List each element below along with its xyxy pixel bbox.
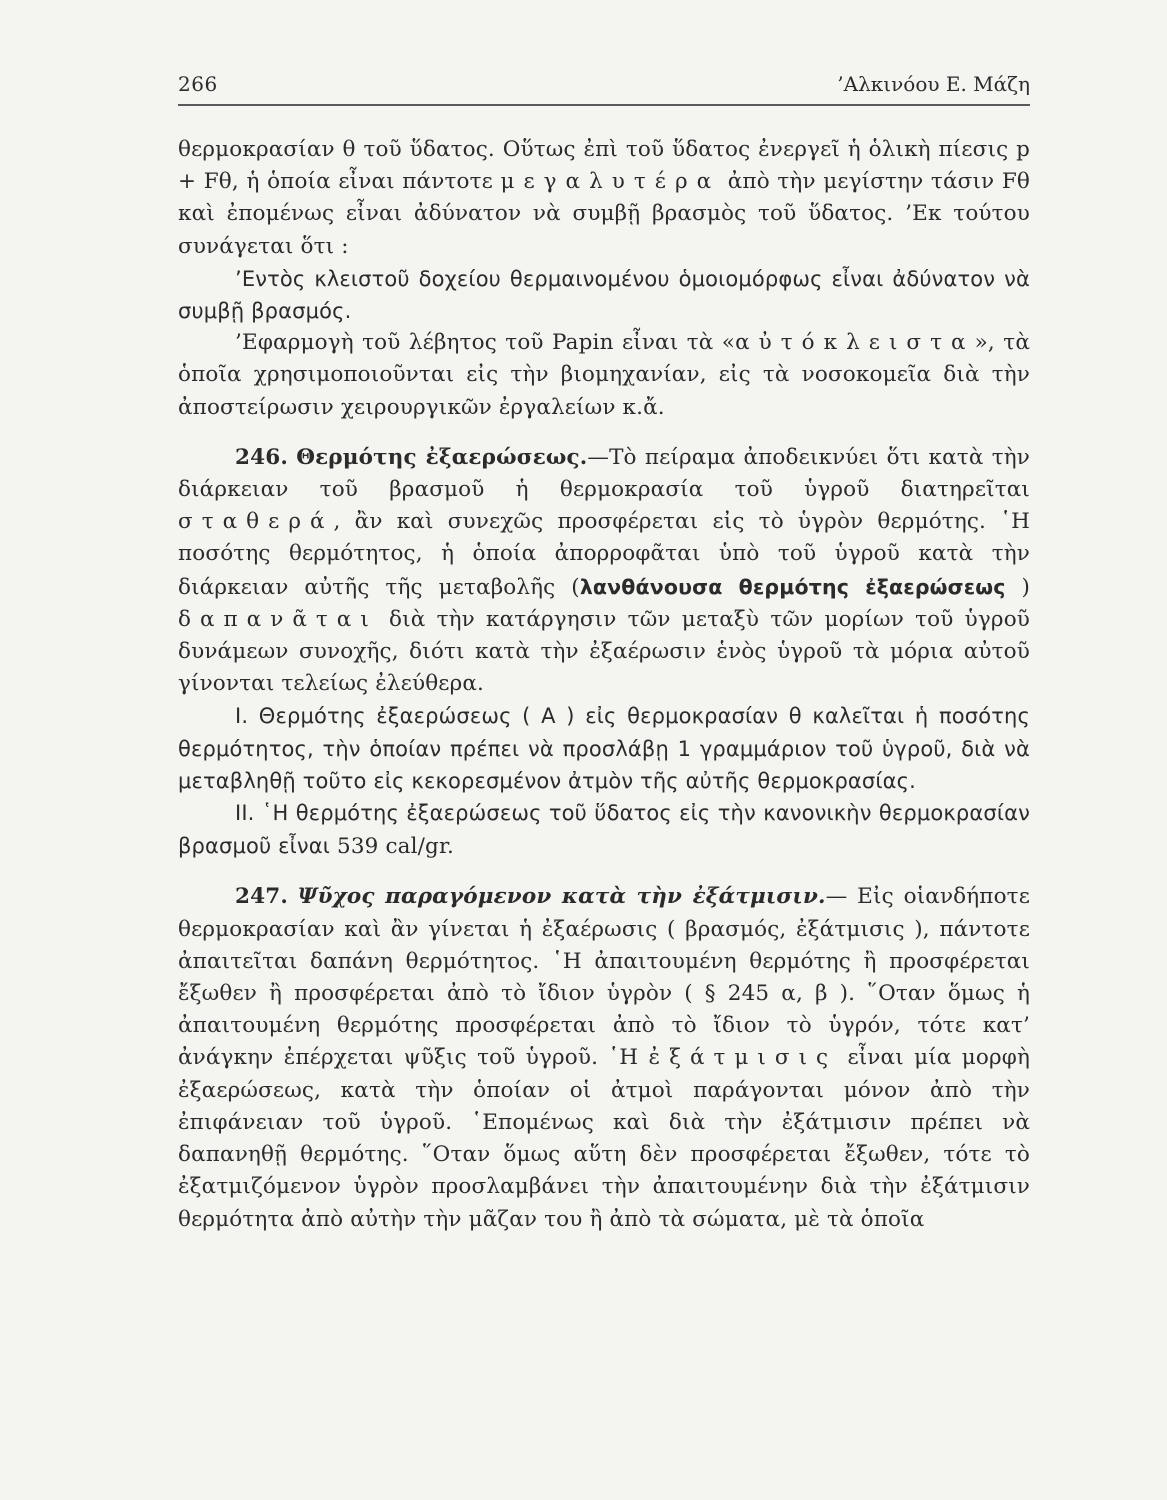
paragraph-papin: ’Εφαρμογὴ τοῦ λέβητος τοῦ Papin εἶναι τὰ «αὐτόκλειστα», τὰ ὁποῖα χρησιμοποιοῦνται εἰς τὴν βιομηχανίαν, εἰς τὰ νοσοκομεῖα διὰ τὴν ἀποστείρωσιν χειρουργικῶν ἐργαλείων κ.ἄ. <box>178 330 1030 420</box>
definition-2: II. ῾Η θερμότης ἐξαερώσεως τοῦ ὕδατος εἰς τὴν κανονικὴν θερμοκρασίαν βρασμοῦ εἶναι 539 cal/gr. <box>178 801 1030 860</box>
section-title: Ψῦχος παραγόμενον κατὰ τὴν ἐξάτμισιν. <box>297 884 826 910</box>
spaced-emphasis: μεγαλυτέρα <box>500 169 721 195</box>
spaced-emphasis: αὐτόκλειστα <box>735 330 975 356</box>
page-body <box>178 134 1030 1236</box>
running-title: ’Αλκινόου Ε. Μάζη <box>837 72 1030 96</box>
definition-1: I. Θερμότης ἐξαερώσεως ( Α ) εἰς θερμοκρασίαν θ καλεῖται ἡ ποσότης θερμότητος, τὴν ὁποίαν πρέπει νὰ προσλάβῃ 1 γραμμάριον τοῦ ὑγροῦ, διὰ νὰ μεταβληθῇ τοῦτο εἰς κεκορεσμένον ἀτμὸν τῆς αὐτῆς θερμοκρασίας. <box>178 704 1030 793</box>
section-number: 246. <box>235 444 288 470</box>
section-247: 247. Ψῦχος παραγόμενον κατὰ τὴν ἐξάτμισιν.— Εἰς οἱανδήποτε θερμοκρασίαν καὶ ἂν γίνεται ἡ ἐξαέρωσις ( βρασμός, ἐξάτμισις ), πάντοτε ἀπαιτεῖται δαπάνη θερμότητος. ῾Η ἀπαιτουμένη θερμότης ἢ προσφέρεται ἔξωθεν ἢ προσφέρεται ἀπὸ τὸ ἴδιον ὑγρὸν ( § 245 α, β ). ῞Οταν ὅμως ἡ ἀπαιτουμένη θερμότης προσφέρεται ἀπὸ τὸ ἴδιον τὸ ὑγρόν, τότε κατ’ ἀνάγκην ἐπέρχεται ψῦξις τοῦ ὑγροῦ. ῾Η ἐξάτμισις εἶναι μία μορφὴ ἐξαερώσεως, κατὰ τὴν ὁποίαν οἱ ἀτμοὶ παράγονται μόνον ἀπὸ τὴν ἐπιφάνειαν τοῦ ὑγροῦ. ῾Επομένως καὶ διὰ τὴν ἐξάτμισιν πρέπει νὰ δαπανηθῇ θερμότης. ῞Οταν ὅμως αὕτη δὲν προσφέρεται ἔξωθεν, τότε τὸ ἐξατμιζόμενον ὑγρὸν προσλαμβάνει τὴν ἀπαιτουμένην διὰ τὴν ἐξάτμισιν θερμότητα ἀπὸ αὐτὴν τὴν μᾶζαν του ἢ ἀπὸ τὰ σώματα, μὲ τὰ ὁποῖα <box>178 884 1031 1232</box>
section-246: 246. Θερμότης ἐξαερώσεως.—Τὸ πείραμα ἀποδεικνύει ὅτι κατὰ τὴν διάρκειαν τοῦ βρασμοῦ ἡ θερμοκρασία τοῦ ὑγροῦ διατηρεῖται σταθερά, ἂν καὶ συνεχῶς προσφέρεται εἰς τὸ ὑγρὸν θερμότης. ῾Η ποσότης θερμότητος, ἡ ὁποία ἀπορροφᾶται ὑπὸ τοῦ ὑγροῦ κατὰ τὴν διάρκειαν αὐτῆς τῆς μεταβολῆς (λανθάνουσα θερμότης ἐξαερώσεως ) δαπανᾶται διὰ τὴν κατάργησιν τῶν μεταξὺ τῶν μορίων τοῦ ὑγροῦ δυνάμεων συνοχῆς, διότι κατὰ τὴν ἐξαέρωσιν ἑνὸς ὑγροῦ τὰ μόρια αὐτοῦ γίνονται τελείως ἐλεύθερα. <box>178 444 1031 697</box>
spaced-emphasis: σταθερά <box>178 509 334 535</box>
section-title: Θερμότης ἐξαερώσεως. <box>296 444 588 470</box>
paragraph-rule: ’Εντὸς κλειστοῦ δοχείου θερμαινομένου ὁμοιομόρφως εἶναι ἀδύνατον νὰ συμβῇ βρασμός. <box>178 266 1030 324</box>
spaced-emphasis: δαπανᾶται <box>178 606 378 632</box>
page-number: 266 <box>178 72 218 96</box>
spaced-emphasis: ἐξάτμισις <box>648 1045 838 1071</box>
bold-term: λανθάνουσα θερμότης ἐξαερώσεως <box>579 574 1006 599</box>
section-number: 247. <box>235 884 288 910</box>
page-header <box>178 68 1030 106</box>
paragraph-intro: θερμοκρασίαν θ τοῦ ὕδατος. Οὕτως ἐπὶ τοῦ ὕδατος ἐνεργεῖ ἡ ὁλικὴ πίεσις p + Fθ, ἡ ὁποία εἶναι πάντοτε μεγαλυτέρα ἀπὸ τὴν μεγίστην τάσιν Fθ καὶ ἐπομένως εἶναι ἀδύνατον νὰ συμβῇ βρασμὸς τοῦ ὕδατος. ’Εκ τούτου συνάγεται ὅτι : <box>178 137 1031 259</box>
